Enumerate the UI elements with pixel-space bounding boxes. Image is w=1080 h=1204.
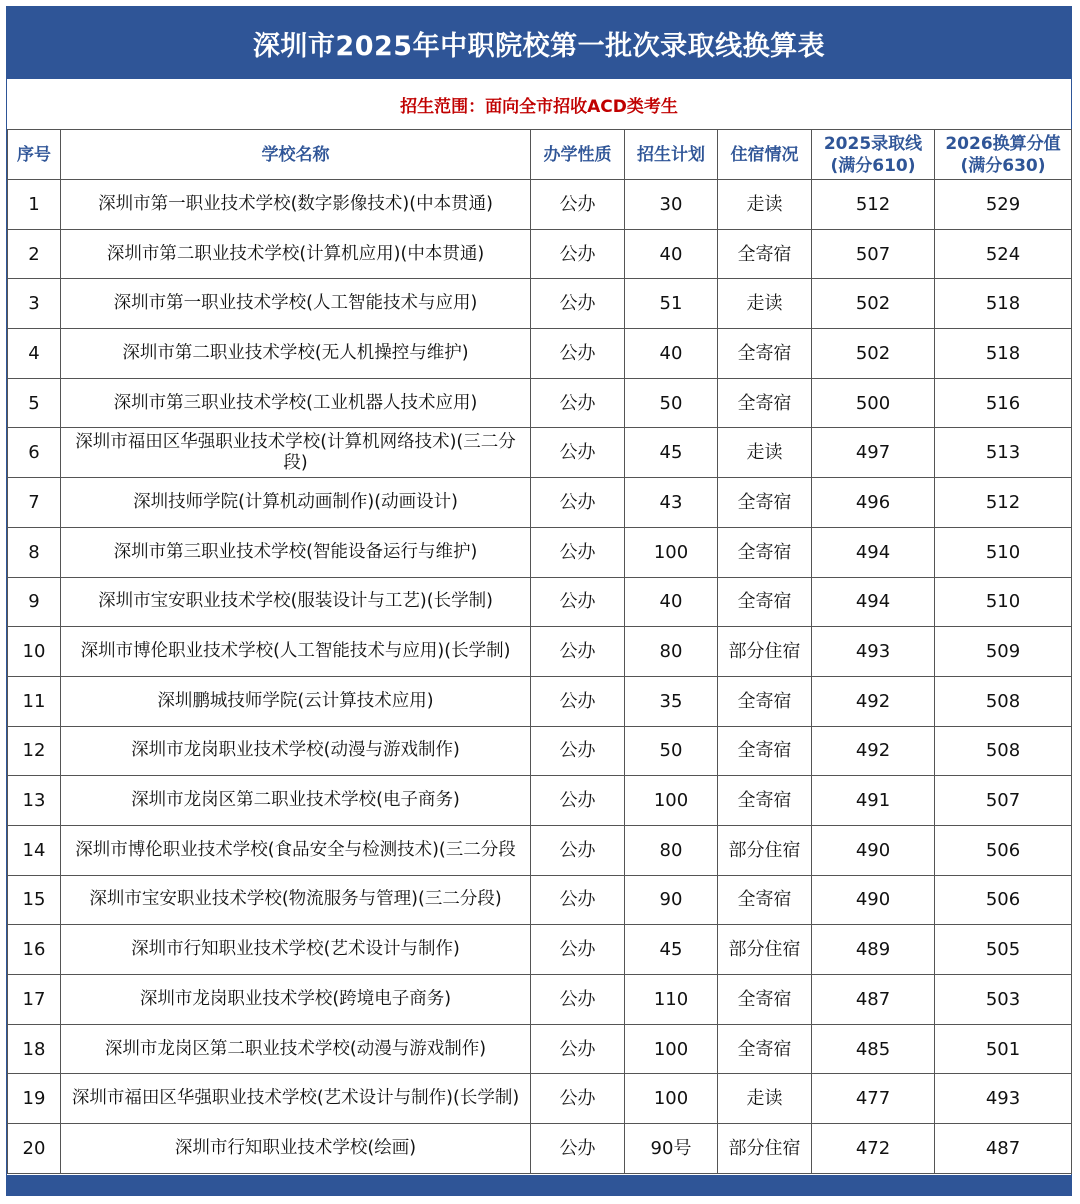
cell-score-2025: 492 (812, 726, 935, 776)
cell-school: 深圳技师学院(计算机动画制作)(动画设计) (61, 478, 531, 528)
cell-plan: 45 (625, 925, 718, 975)
cell-plan: 40 (625, 329, 718, 379)
table-row (8, 577, 1072, 627)
cell-nature: 公办 (531, 329, 625, 379)
cell-lodging: 全寄宿 (718, 975, 812, 1025)
cell-index: 19 (8, 1074, 61, 1124)
cell-school: 深圳市龙岗区第二职业技术学校(动漫与游戏制作) (61, 1024, 531, 1074)
cell-school: 深圳市龙岗职业技术学校(动漫与游戏制作) (61, 726, 531, 776)
cell-score-2025: 485 (812, 1024, 935, 1074)
cell-score-2025: 500 (812, 378, 935, 428)
cell-score-2026: 516 (935, 378, 1072, 428)
page-title: 深圳市2025年中职院校第一批次录取线换算表 (7, 7, 1071, 79)
cell-nature: 公办 (531, 925, 625, 975)
cell-school: 深圳市龙岗区第二职业技术学校(电子商务) (61, 776, 531, 826)
table-header-row (8, 130, 1072, 180)
cell-plan: 40 (625, 229, 718, 279)
header-score-2025-max: (满分610) (830, 155, 916, 176)
cell-score-2026: 487 (935, 1124, 1072, 1174)
cell-plan: 90号 (625, 1124, 718, 1174)
table-row (8, 1024, 1072, 1074)
cell-score-2026: 493 (935, 1074, 1072, 1124)
cell-index: 10 (8, 627, 61, 677)
cell-lodging: 走读 (718, 180, 812, 230)
cell-nature: 公办 (531, 776, 625, 826)
cell-lodging: 部分住宿 (718, 825, 812, 875)
cell-score-2026: 501 (935, 1024, 1072, 1074)
cell-plan: 100 (625, 1074, 718, 1124)
cell-school: 深圳市第三职业技术学校(工业机器人技术应用) (61, 378, 531, 428)
cell-school: 深圳市第一职业技术学校(数字影像技术)(中本贯通) (61, 180, 531, 230)
header-score-2025 (812, 130, 935, 180)
cell-score-2025: 497 (812, 428, 935, 478)
cell-score-2026: 507 (935, 776, 1072, 826)
cell-score-2026: 506 (935, 875, 1072, 925)
header-index: 序号 (8, 130, 61, 180)
cell-plan: 45 (625, 428, 718, 478)
table-row (8, 1074, 1072, 1124)
cell-index: 4 (8, 329, 61, 379)
cell-score-2025: 492 (812, 676, 935, 726)
table-row (8, 180, 1072, 230)
cell-index: 6 (8, 428, 61, 478)
cell-school: 深圳市博伦职业技术学校(食品安全与检测技术)(三二分段 (61, 825, 531, 875)
cell-score-2025: 494 (812, 527, 935, 577)
table-row (8, 676, 1072, 726)
cell-nature: 公办 (531, 875, 625, 925)
cell-score-2025: 490 (812, 875, 935, 925)
table-row (8, 329, 1072, 379)
header-lodging: 住宿情况 (718, 130, 812, 180)
cell-nature: 公办 (531, 378, 625, 428)
cell-score-2026: 510 (935, 577, 1072, 627)
cell-school: 深圳市龙岗职业技术学校(跨境电子商务) (61, 975, 531, 1025)
cell-nature: 公办 (531, 1024, 625, 1074)
cell-school: 深圳鹏城技师学院(云计算技术应用) (61, 676, 531, 726)
cell-plan: 110 (625, 975, 718, 1025)
table-row (8, 527, 1072, 577)
cell-nature: 公办 (531, 676, 625, 726)
cell-lodging: 部分住宿 (718, 1124, 812, 1174)
cell-score-2025: 502 (812, 279, 935, 329)
cell-lodging: 全寄宿 (718, 676, 812, 726)
cell-index: 11 (8, 676, 61, 726)
cell-score-2026: 506 (935, 825, 1072, 875)
cell-score-2025: 477 (812, 1074, 935, 1124)
cell-score-2025: 512 (812, 180, 935, 230)
cell-plan: 35 (625, 676, 718, 726)
table-row (8, 875, 1072, 925)
cell-nature: 公办 (531, 428, 625, 478)
cell-plan: 90 (625, 875, 718, 925)
cell-score-2025: 494 (812, 577, 935, 627)
bottom-bar (7, 1175, 1071, 1195)
header-score-2026 (935, 130, 1072, 180)
cell-nature: 公办 (531, 975, 625, 1025)
cell-plan: 80 (625, 627, 718, 677)
header-score-2025-label: 2025录取线 (823, 133, 923, 154)
cell-nature: 公办 (531, 180, 625, 230)
cell-lodging: 全寄宿 (718, 229, 812, 279)
cell-index: 18 (8, 1024, 61, 1074)
cell-nature: 公办 (531, 627, 625, 677)
cell-nature: 公办 (531, 527, 625, 577)
table-row (8, 726, 1072, 776)
cell-nature: 公办 (531, 478, 625, 528)
cell-school: 深圳市行知职业技术学校(绘画) (61, 1124, 531, 1174)
header-score-2026-max: (满分630) (960, 155, 1046, 176)
cell-lodging: 全寄宿 (718, 726, 812, 776)
header-nature: 办学性质 (531, 130, 625, 180)
cell-index: 3 (8, 279, 61, 329)
cell-score-2026: 512 (935, 478, 1072, 528)
table-row (8, 378, 1072, 428)
cell-plan: 30 (625, 180, 718, 230)
table-row (8, 925, 1072, 975)
cell-school: 深圳市福田区华强职业技术学校(计算机网络技术)(三二分段) (61, 428, 531, 478)
cell-plan: 50 (625, 378, 718, 428)
cell-index: 8 (8, 527, 61, 577)
cell-school: 深圳市第二职业技术学校(计算机应用)(中本贯通) (61, 229, 531, 279)
cell-score-2026: 503 (935, 975, 1072, 1025)
cell-score-2026: 524 (935, 229, 1072, 279)
header-plan: 招生计划 (625, 130, 718, 180)
cell-score-2026: 505 (935, 925, 1072, 975)
cell-plan: 40 (625, 577, 718, 627)
cell-index: 5 (8, 378, 61, 428)
cell-score-2026: 518 (935, 279, 1072, 329)
cell-score-2025: 490 (812, 825, 935, 875)
cell-nature: 公办 (531, 279, 625, 329)
cell-score-2025: 472 (812, 1124, 935, 1174)
cell-score-2026: 508 (935, 726, 1072, 776)
cell-lodging: 全寄宿 (718, 1024, 812, 1074)
enrollment-scope: 招生范围：面向全市招收ACD类考生 (7, 79, 1071, 130)
cell-score-2026: 513 (935, 428, 1072, 478)
cell-plan: 100 (625, 527, 718, 577)
cell-plan: 50 (625, 726, 718, 776)
cell-score-2025: 502 (812, 329, 935, 379)
cell-lodging: 全寄宿 (718, 329, 812, 379)
cell-school: 深圳市第二职业技术学校(无人机操控与维护) (61, 329, 531, 379)
table-row (8, 825, 1072, 875)
table-row (8, 776, 1072, 826)
cell-index: 17 (8, 975, 61, 1025)
cell-index: 16 (8, 925, 61, 975)
cell-lodging: 全寄宿 (718, 875, 812, 925)
cell-index: 2 (8, 229, 61, 279)
table-row (8, 627, 1072, 677)
cell-nature: 公办 (531, 577, 625, 627)
cell-lodging: 全寄宿 (718, 577, 812, 627)
cell-school: 深圳市第一职业技术学校(人工智能技术与应用) (61, 279, 531, 329)
cell-lodging: 走读 (718, 279, 812, 329)
table-row (8, 279, 1072, 329)
cell-nature: 公办 (531, 1074, 625, 1124)
table-row (8, 428, 1072, 478)
cell-lodging: 全寄宿 (718, 378, 812, 428)
cell-score-2025: 507 (812, 229, 935, 279)
cell-index: 13 (8, 776, 61, 826)
cell-score-2025: 496 (812, 478, 935, 528)
cell-score-2026: 529 (935, 180, 1072, 230)
table-row (8, 975, 1072, 1025)
cell-school: 深圳市行知职业技术学校(艺术设计与制作) (61, 925, 531, 975)
cell-school: 深圳市博伦职业技术学校(人工智能技术与应用)(长学制) (61, 627, 531, 677)
header-school: 学校名称 (61, 130, 531, 180)
cell-score-2026: 518 (935, 329, 1072, 379)
cell-school: 深圳市宝安职业技术学校(服装设计与工艺)(长学制) (61, 577, 531, 627)
cell-plan: 100 (625, 776, 718, 826)
cell-lodging: 部分住宿 (718, 627, 812, 677)
cell-nature: 公办 (531, 229, 625, 279)
cell-index: 14 (8, 825, 61, 875)
cell-index: 1 (8, 180, 61, 230)
table-row (8, 229, 1072, 279)
cell-nature: 公办 (531, 726, 625, 776)
cell-score-2026: 510 (935, 527, 1072, 577)
cell-score-2025: 489 (812, 925, 935, 975)
cell-score-2026: 508 (935, 676, 1072, 726)
cell-nature: 公办 (531, 1124, 625, 1174)
cell-score-2025: 493 (812, 627, 935, 677)
cell-lodging: 全寄宿 (718, 527, 812, 577)
cell-score-2025: 491 (812, 776, 935, 826)
cell-lodging: 全寄宿 (718, 776, 812, 826)
cell-school: 深圳市第三职业技术学校(智能设备运行与维护) (61, 527, 531, 577)
cell-lodging: 走读 (718, 428, 812, 478)
cell-nature: 公办 (531, 825, 625, 875)
admission-score-table (7, 129, 1072, 1174)
cell-lodging: 走读 (718, 1074, 812, 1124)
cell-lodging: 全寄宿 (718, 478, 812, 528)
cell-plan: 43 (625, 478, 718, 528)
cell-plan: 51 (625, 279, 718, 329)
cell-score-2025: 487 (812, 975, 935, 1025)
cell-index: 9 (8, 577, 61, 627)
table-row (8, 478, 1072, 528)
cell-lodging: 部分住宿 (718, 925, 812, 975)
cell-index: 15 (8, 875, 61, 925)
cell-index: 7 (8, 478, 61, 528)
cell-plan: 80 (625, 825, 718, 875)
cell-school: 深圳市福田区华强职业技术学校(艺术设计与制作)(长学制) (61, 1074, 531, 1124)
document-frame (6, 6, 1072, 1196)
table-row (8, 1124, 1072, 1174)
cell-index: 20 (8, 1124, 61, 1174)
cell-plan: 100 (625, 1024, 718, 1074)
cell-score-2026: 509 (935, 627, 1072, 677)
cell-index: 12 (8, 726, 61, 776)
header-score-2026-label: 2026换算分值 (945, 133, 1061, 154)
cell-school: 深圳市宝安职业技术学校(物流服务与管理)(三二分段) (61, 875, 531, 925)
